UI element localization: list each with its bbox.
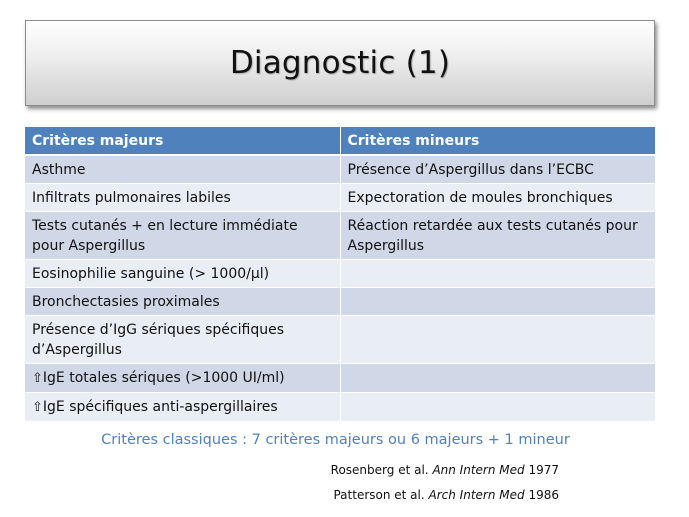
reference-rosenberg (331, 463, 559, 477)
major-criterion: Eosinophilie sanguine (> 1000/µl) (25, 260, 340, 288)
minor-criterion-empty (340, 316, 655, 364)
table-row (25, 288, 655, 316)
reference-journal: Arch Intern Med (428, 488, 525, 502)
table-row (25, 393, 655, 422)
slide-title-box (25, 20, 655, 106)
header-minor-criteria: Critères mineurs (340, 127, 655, 155)
reference-authors: Patterson et al. (333, 488, 425, 502)
slide-title: Diagnostic (1) (229, 45, 451, 81)
minor-criterion-empty (340, 260, 655, 288)
reference-year: 1977 (528, 463, 559, 477)
minor-criterion: Réaction retardée aux tests cutanés pour Aspergillus (340, 212, 655, 260)
major-criterion: Infiltrats pulmonaires labiles (25, 184, 340, 212)
minor-criterion-empty (340, 288, 655, 316)
table-row (25, 260, 655, 288)
major-criterion: Présence d’IgG sériques spécifiques d’Aspergillus (25, 316, 340, 364)
major-criterion-cell (25, 393, 340, 422)
header-major-criteria: Critères majeurs (25, 127, 340, 155)
up-arrow-icon: ⇧ (32, 400, 43, 415)
up-arrow-icon: ⇧ (32, 371, 43, 386)
minor-criterion: Présence d’Aspergillus dans l’ECBC (340, 155, 655, 184)
reference-authors: Rosenberg et al. (330, 463, 429, 477)
table-row (25, 212, 655, 260)
major-criterion-cell (25, 364, 340, 393)
reference-year: 1986 (528, 488, 559, 502)
major-criterion: IgE totales sériques (>1000 UI/ml) (42, 370, 285, 386)
reference-journal: Ann Intern Med (432, 463, 525, 477)
table-row (25, 364, 655, 393)
minor-criterion-empty (340, 393, 655, 422)
table-row (25, 155, 655, 184)
major-criterion: Asthme (25, 155, 340, 184)
major-criterion: Tests cutanés + en lecture immédiate pour Aspergillus (25, 212, 340, 260)
reference-patterson (333, 488, 559, 502)
table-header-row (25, 127, 655, 155)
minor-criterion-empty (340, 364, 655, 393)
criteria-table (25, 127, 655, 422)
major-criterion: IgE spécifiques anti-aspergillaires (42, 399, 278, 415)
table-row (25, 184, 655, 212)
minor-criterion: Expectoration de moules bronchiques (340, 184, 655, 212)
criteria-summary: Critères classiques : 7 critères majeurs ou 6 majeurs + 1 mineur (101, 432, 570, 448)
table-row (25, 316, 655, 364)
major-criterion: Bronchectasies proximales (25, 288, 340, 316)
